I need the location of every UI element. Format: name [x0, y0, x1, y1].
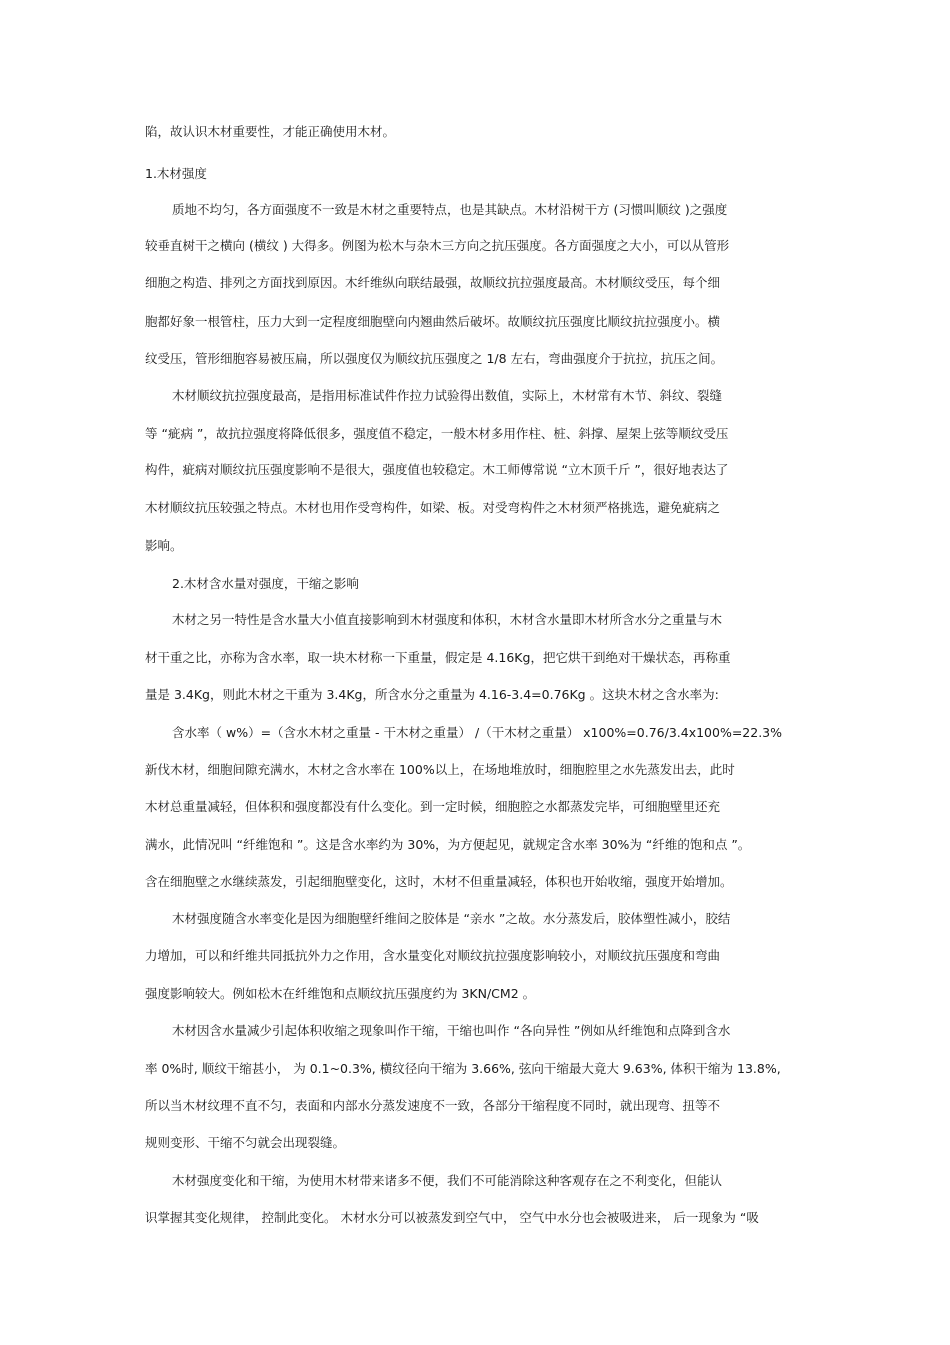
paragraph-line: 质地不均匀，各方面强度不一致是木材之重要特点，也是其缺点。木材沿树干方 (习惯叫顺纹 )之强度 — [172, 202, 728, 217]
paragraph-line: 胞都好象一根管柱，压力大到一定程度细胞壁向内翘曲然后破坏。故顺纹抗压强度比顺纹抗拉强度小。横 — [145, 314, 721, 329]
paragraph-line: 陷，故认识木材重要性，才能正确使用木材。 — [145, 124, 396, 139]
paragraph-line: 影响。 — [145, 538, 183, 553]
paragraph-line: 木材强度变化和干缩，为使用木材带来诸多不便，我们不可能消除这种客观存在之不利变化，但能认 — [172, 1173, 723, 1188]
paragraph-line: 木材总重量减轻，但体积和强度都没有什么变化。到一定时候，细胞腔之水都蒸发完毕，可细胞壁里还充 — [145, 799, 721, 814]
paragraph-line: 构件，疵病对顺纹抗压强度影响不是很大，强度值也较稳定。木工师傅常说 “立木顶千斤 ”，很好地表达了 — [145, 462, 729, 477]
paragraph-line: 强度影响较大。例如松木在纤维饱和点顺纹抗压强度约为 3KN/CM2 。 — [145, 986, 536, 1001]
paragraph-line: 木材顺纹抗拉强度最高，是指用标准试件作拉力试验得出数值，实际上，木材常有木节、斜纹、裂缝 — [172, 388, 723, 403]
section-heading: 1.木材强度 — [145, 166, 207, 181]
paragraph-line: 木材顺纹抗压较强之特点。木材也用作受弯构件，如梁、板。对受弯构件之木材须严格挑选，避免疵病之 — [145, 500, 721, 515]
paragraph-line: 新伐木材，细胞间隙充满水，木材之含水率在 100%以上，在场地堆放时，细胞腔里之水先蒸发出去，此时 — [145, 762, 735, 777]
paragraph-line: 识掌握其变化规律， 控制此变化。 木材水分可以被蒸发到空气中， 空气中水分也会被吸进来， 后一现象为 “吸 — [145, 1210, 759, 1225]
paragraph-line: 材干重之比，亦称为含水率，取一块木材称一下重量，假定是 4.16Kg，把它烘干到绝对干燥状态，再称重 — [145, 650, 731, 665]
paragraph-line: 率 0%时, 顺纹干缩甚小， 为 0.1~0.3%, 横纹径向干缩为 3.66%, 弦向干缩最大竟大 9.63%, 体积干缩为 13.8%, — [145, 1061, 781, 1076]
paragraph-line: 量是 3.4Kg，则此木材之干重为 3.4Kg，所含水分之重量为 4.16-3.4=0.76Kg 。这块木材之含水率为: — [145, 687, 719, 702]
paragraph-line: 含在细胞壁之水继续蒸发，引起细胞壁变化，这时，木材不但重量减轻，体积也开始收缩，强度开始增加。 — [145, 874, 733, 889]
paragraph-line: 木材强度随含水率变化是因为细胞壁纤维间之胶体是 “亲水 ”之故。水分蒸发后，胶体塑性减小，胶结 — [172, 911, 731, 926]
paragraph-line: 木材之另一特性是含水量大小值直接影响到木材强度和体积，木材含水量即木材所含水分之重量与木 — [172, 612, 723, 627]
paragraph-line: 等 “疵病 ”，故抗拉强度将降低很多，强度值不稳定，一般木材多用作柱、桩、斜撑、屋架上弦等顺纹受压 — [145, 426, 729, 441]
paragraph-line: 满水，此情况叫 “纤维饱和 ”。这是含水率约为 30%，为方便起见，就规定含水率 30%为 “纤维的饱和点 ”。 — [145, 837, 751, 852]
formula-line: 含水率（ w%）=（含水木材之重量 - 干木材之重量） /（干木材之重量） x100%=0.76/3.4x100%=22.3% — [172, 725, 783, 740]
paragraph-line: 木材因含水量减少引起体积收缩之现象叫作干缩，干缩也叫作 “各向异性 ”例如从纤维饱和点降到含水 — [172, 1023, 731, 1038]
paragraph-line: 规则变形、干缩不匀就会出现裂缝。 — [145, 1135, 346, 1150]
section-heading: 2.木材含水量对强度，干缩之影响 — [172, 576, 359, 591]
paragraph-line: 较垂直树干之横向 (横纹 ) 大得多。例图为松木与杂木三方向之抗压强度。各方面强度之大小，可以从管形 — [145, 238, 730, 253]
paragraph-line: 力增加，可以和纤维共同抵抗外力之作用，含水量变化对顺纹抗拉强度影响较小，对顺纹抗压强度和弯曲 — [145, 948, 721, 963]
paragraph-line: 所以当木材纹理不直不匀，表面和内部水分蒸发速度不一致，各部分干缩程度不同时，就出现弯、扭等不 — [145, 1098, 721, 1113]
paragraph-line: 细胞之构造、排列之方面找到原因。木纤维纵向联结最强，故顺纹抗拉强度最高。木材顺纹受压，每个细 — [145, 275, 721, 290]
paragraph-line: 纹受压，管形细胞容易被压扁，所以强度仅为顺纹抗压强度之 1/8 左右，弯曲强度介于抗拉，抗压之间。 — [145, 351, 724, 366]
